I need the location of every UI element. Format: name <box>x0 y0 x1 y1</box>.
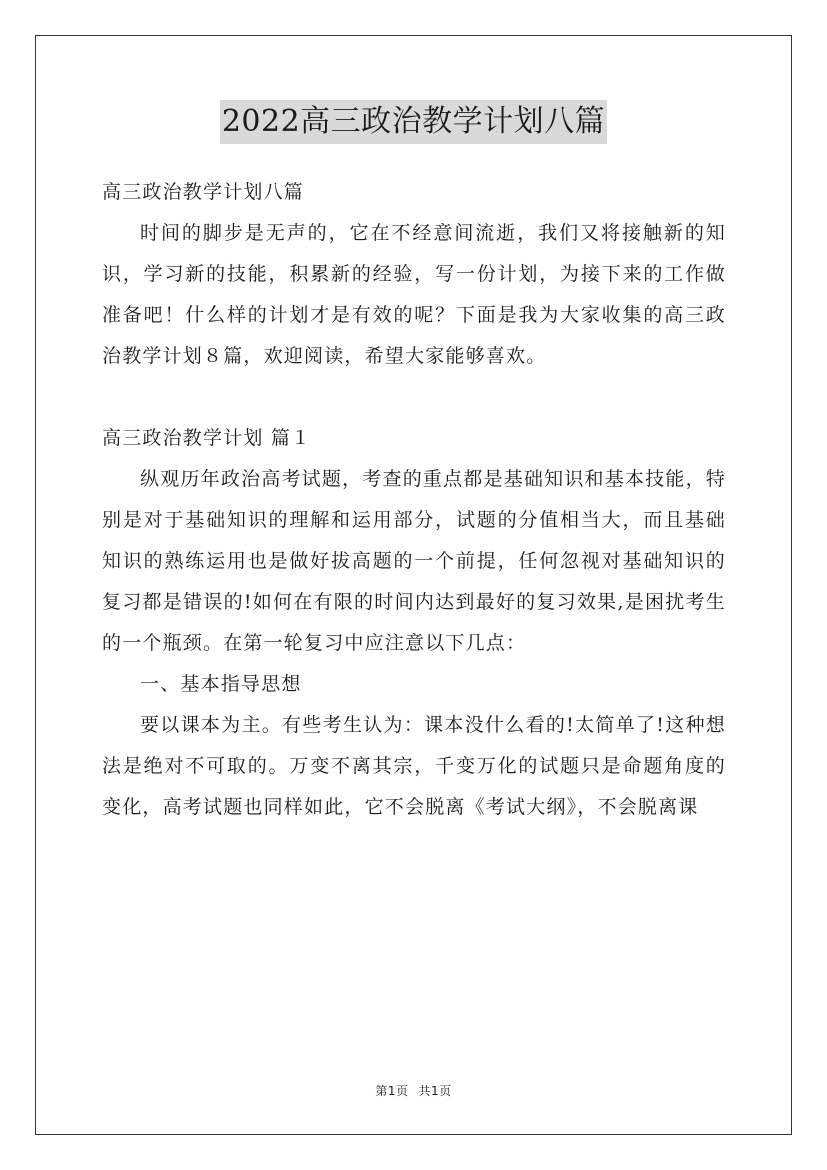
document-title: 2022高三政治教学计划八篇 <box>220 100 607 144</box>
section-heading: 高三政治教学计划 篇１ <box>102 427 312 449</box>
body-paragraph-1: 纵观历年政治高考试题，考查的重点都是基础知识和基本技能，特别是对于基础知识的理解和运用部分，试题的分值相当大，而且基础知识的熟练运用也是做好拔高题的一个前提，任何忽视对基础知识的复习都是错误的!如何在有限的时间内达到最好的复习效果,是困扰考生的一个瓶颈。在第一轮复习中应注意以下几点： <box>102 468 726 654</box>
intro-paragraph: 时间的脚步是无声的，它在不经意间流逝，我们又将接触新的知识，学习新的技能，积累新的经验，写一份计划，为接下来的工作做准备吧！什么样的计划才是有效的呢？下面是我为大家收集的高三政治教学计划８篇，欢迎阅读，希望大家能够喜欢。 <box>102 222 726 367</box>
page-number-current: 第1页 <box>375 1084 409 1098</box>
subheading-guiding-ideas: 一、基本指导思想 <box>140 673 302 695</box>
document-body <box>102 172 726 828</box>
page-footer <box>0 1082 827 1099</box>
page-number-total: 共1页 <box>418 1084 452 1098</box>
title-container <box>0 100 827 144</box>
document-subtitle: 高三政治教学计划八篇 <box>102 181 305 203</box>
body-paragraph-2: 要以课本为主。有些考生认为：课本没什么看的!太简单了!这种想法是绝对不可取的。万变不离其宗，千变万化的试题只是命题角度的变化，高考试题也同样如此，它不会脱离《考试大纲》，不会脱离课 <box>102 714 726 818</box>
